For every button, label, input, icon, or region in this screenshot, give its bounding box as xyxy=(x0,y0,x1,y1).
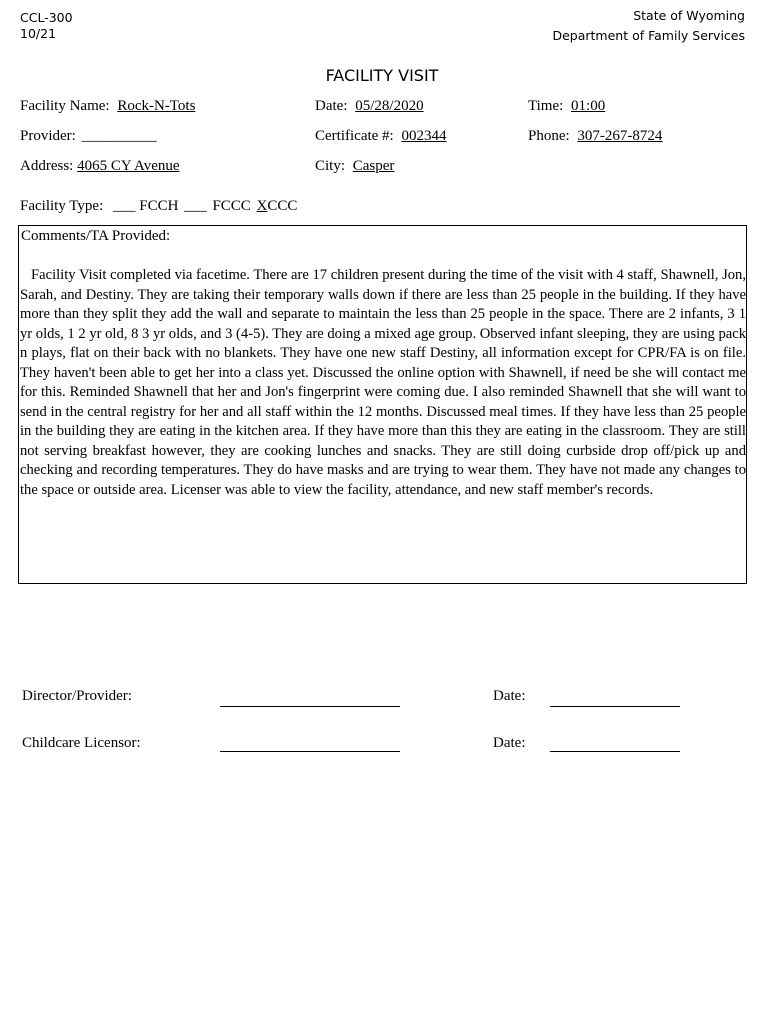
facility-name-label: Facility Name: xyxy=(20,98,110,114)
visit-date-field xyxy=(315,97,424,115)
comments-text: Facility Visit completed via facetime. There are 17 children present during the time of the visit with 4 staff, Shawnell, Jon, Sarah, and Destiny. They are taking their temporary walls down if there are less than 25 people in the building. If they have more than they split they add the wall and separate to maintain the less than 25 people in the space. There are 2 infants, 3 1 yr olds, 1 2 yr old, 8 3 yr olds, and 3 (4-5). They are doing a mixed age group. Observed infant sleeping, they are using pack n plays, flat on their back with no blankets. They have one new staff Destiny, all information except for CPR/FA is on file. They haven't been able to get her into a class yet. Discussed the online option with Shawnell, if need be she will contact me for this. Reminded Shawnell that her and Jon's fingerprint were coming due. I also reminded Shawnell that she will want to send in the central registry for her and all staff within the 12 months. Discussed meal times. If they have less than 25 people in the building they are eating in the kitchen area. If they have more than this they are eating in the classroom. They are still not serving breakfast however, they are cooking lunches and snacks. They are still doing curbside drop off/pick up and checking and recording temperatures. They do have masks and are trying to wear them. They have not made any changes to the space or outside area. Licenser was able to view the facility, attendance, and new staff member's records. xyxy=(20,267,746,498)
facility-type-label: Facility Type: xyxy=(20,198,104,214)
director-signature-line xyxy=(220,706,400,707)
provider-label: Provider: xyxy=(20,128,76,144)
visit-time-label: Time: xyxy=(528,98,564,114)
director-provider-label: Director/Provider: xyxy=(22,688,132,704)
ccc-checkmark: X xyxy=(256,198,268,214)
ccc-option: CCC xyxy=(267,198,298,214)
licensor-label: Childcare Licensor: xyxy=(22,735,141,751)
phone-field xyxy=(528,127,662,145)
director-date-label: Date: xyxy=(493,688,526,704)
agency-block xyxy=(552,6,745,46)
certificate-value: 002344 xyxy=(401,128,447,144)
state-name: State of Wyoming xyxy=(633,8,745,23)
fcch-checkmark: ___ xyxy=(113,198,136,214)
address-value: 4065 CY Avenue xyxy=(77,158,180,174)
fcch-option: FCCH xyxy=(139,198,179,214)
form-title: FACILITY VISIT xyxy=(325,66,439,85)
certificate-field xyxy=(315,127,446,145)
visit-time-field xyxy=(528,97,605,115)
facility-name-value: Rock-N-Tots xyxy=(117,98,196,114)
fccc-option: FCCC xyxy=(212,198,251,214)
city-value: Casper xyxy=(352,158,395,174)
comments-label: Comments/TA Provided: xyxy=(21,228,171,244)
director-date-line xyxy=(550,706,680,707)
licensor-date-line xyxy=(550,751,680,752)
visit-date-value: 05/28/2020 xyxy=(355,98,424,114)
provider-blank: __________ xyxy=(81,128,157,144)
licensor-signature-line xyxy=(220,751,400,752)
facility-type-row xyxy=(20,197,297,215)
visit-date-label: Date: xyxy=(315,98,348,114)
form-revision-date: 10/21 xyxy=(20,26,57,41)
address-label: Address: xyxy=(20,158,74,174)
form-code: CCL-300 xyxy=(20,10,73,25)
fccc-checkmark: ___ xyxy=(184,198,207,214)
visit-time-value: 01:00 xyxy=(571,98,606,114)
department-name: Department of Family Services xyxy=(552,28,745,43)
phone-label: Phone: xyxy=(528,128,570,144)
provider-field xyxy=(20,127,157,145)
address-field xyxy=(20,157,180,175)
city-field xyxy=(315,157,394,175)
certificate-label: Certificate #: xyxy=(315,128,394,144)
phone-value: 307-267-8724 xyxy=(577,128,663,144)
city-label: City: xyxy=(315,158,346,174)
facility-name-field xyxy=(20,97,195,115)
licensor-date-label: Date: xyxy=(493,735,526,751)
comments-box xyxy=(18,225,747,584)
form-code-block xyxy=(20,10,73,42)
